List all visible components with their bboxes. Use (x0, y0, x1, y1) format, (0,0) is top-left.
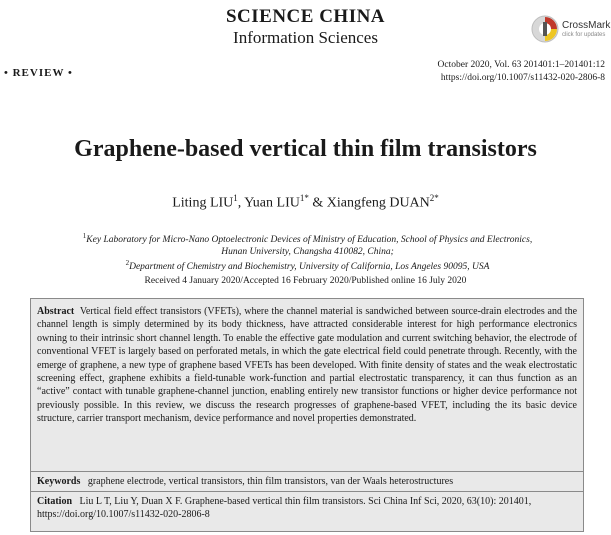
abstract-text: Vertical field effect transistors (VFETs), where the channel material is sandwiched between source-drain electrodes and the channel length is simply determined by its body thickness, have attracted considerable interest for high performance electronics owning to their intrinsic short channel length. To enable the effective gate modulation and current switching behavior, the electrode of conventional VFET is largely based on perforated metals, in which the gate electrical field could penetrate through. Recently, with the emerge of graphene, a new type of graphene based VFETs has been developed. With finite density of states and the weak electrostatic screening effect, graphene exhibits a field-tunable work-function and partial electrostatic transparency, it can thus function as an “active” contact with tunable graphene-channel junction, enabling entirely new transistor functions or higher device performance not previously possible. In this review, we discuss the research progresses of graphene-based VFET, including the its basic device structure, carrier transport mechanism, device performance and novel properties demonstrated. (37, 306, 578, 425)
journal-header (0, 6, 611, 48)
affiliation-1 (10, 231, 605, 247)
received-dates: Received 4 January 2020/Accepted 16 February 2020/Published online 16 July 2020 (144, 276, 467, 286)
author-affil-mark: 1 (233, 193, 238, 203)
author-name: Liting LIU (172, 195, 234, 211)
keywords-text: graphene electrode, vertical transistors, thin film transistors, van der Waals heterostructures (87, 476, 454, 487)
crossmark-icon (530, 14, 560, 44)
affiliation-1-cont: Hunan University, Changsha 410082, China; (221, 246, 394, 257)
affiliation-number: 1 (82, 232, 87, 240)
divider (31, 471, 583, 472)
doi-link[interactable]: https://doi.org/10.1007/s11432-020-2806-8 (440, 73, 605, 83)
crossmark-badge[interactable] (530, 14, 611, 48)
article-meta (438, 59, 605, 85)
citation-text: Liu L T, Liu Y, Duan X F. Graphene-based vertical thin film transistors. Sci China Inf Sci, 2020, 63(10): 201401, https://doi.org/10.1007/s11432-020-2806-8 (37, 496, 532, 520)
keywords-label: Keywords (37, 476, 81, 487)
abstract-label: Abstract (37, 306, 75, 317)
citation (37, 495, 577, 521)
keywords (37, 475, 577, 488)
crossmark-sublabel: click for updates (562, 32, 606, 38)
author-list (0, 193, 611, 212)
divider (31, 491, 583, 492)
crossmark-label: CrossMark (562, 20, 611, 31)
affiliations (10, 231, 605, 274)
author-name: Yuan LIU (244, 195, 300, 211)
author-separator: , (237, 195, 245, 211)
affiliation-2 (10, 258, 605, 274)
affiliation-number: 2 (125, 259, 130, 268)
abstract (37, 305, 577, 426)
journal-name: SCIENCE CHINA (225, 6, 386, 27)
affiliation-text: Key Laboratory for Micro-Nano Optoelectronic Devices of Ministry of Education, School of Physics and Electronics, (86, 235, 533, 246)
abstract-box (30, 298, 584, 532)
paper-title: Graphene-based vertical thin film transistors (74, 136, 537, 162)
section-label: • REVIEW • (4, 67, 73, 79)
author-affil-mark: 2* (429, 193, 439, 203)
issue-info: October 2020, Vol. 63 201401:1–201401:12 (437, 60, 605, 70)
author-name: Xiangfeng DUAN (326, 195, 430, 211)
journal-subtitle: Information Sciences (233, 28, 378, 47)
citation-label: Citation (37, 496, 72, 507)
affiliation-text: Department of Chemistry and Biochemistry, University of California, Los Angeles 90095, USA (129, 262, 490, 273)
author-affil-mark: 1* (299, 193, 309, 203)
author-separator: & (308, 195, 327, 211)
